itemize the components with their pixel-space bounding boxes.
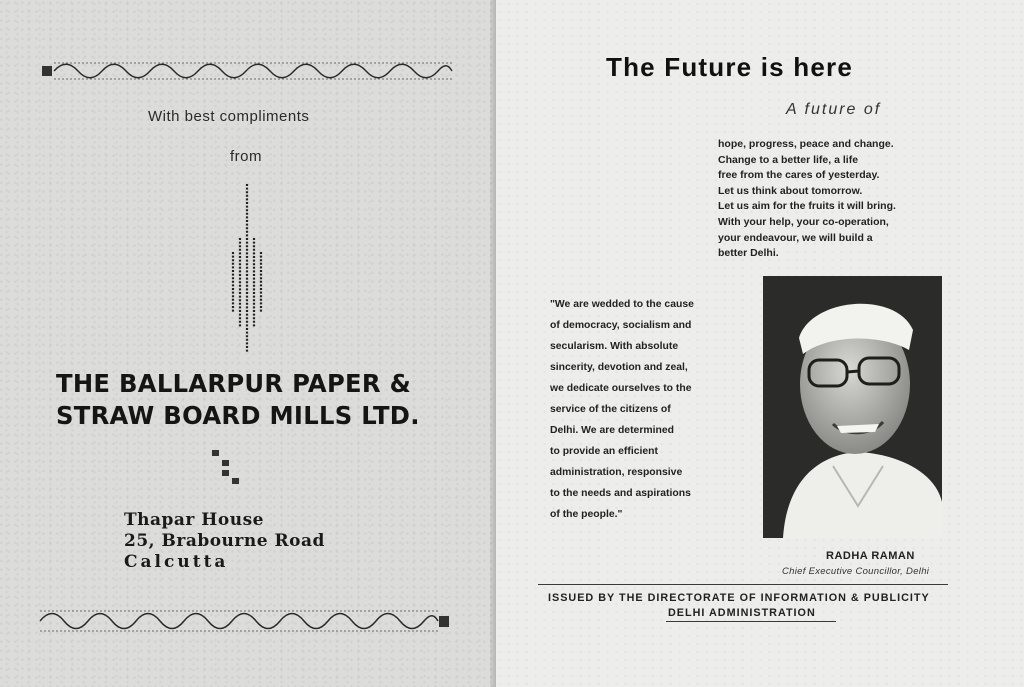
address-line-2: 25, Brabourne Road (124, 531, 325, 551)
left-page (0, 0, 496, 687)
future-paragraph-line: better Delhi. (718, 247, 779, 260)
quote-block (550, 294, 740, 525)
from-text: from (230, 148, 262, 165)
future-subheading: A future of (786, 101, 882, 118)
portrait-photo-icon (763, 276, 942, 538)
right-page (496, 0, 1024, 687)
person-title: Chief Executive Councillor, Delhi (782, 566, 930, 577)
company-address (124, 510, 404, 573)
quote-line: to the needs and aspirations (550, 488, 691, 499)
future-paragraph (718, 137, 948, 262)
company-name (56, 368, 444, 432)
company-name-line-2: STRAW BOARD MILLS LTD. (56, 401, 420, 430)
quote-line: service of the citizens of (550, 404, 671, 415)
future-paragraph-line: Change to a better life, a life (718, 153, 859, 166)
person-name: RADHA RAMAN (826, 550, 915, 562)
quote-line: to provide an efficient (550, 446, 658, 457)
quote-line: Delhi. We are determined (550, 425, 674, 436)
quote-line: administration, responsive (550, 467, 683, 478)
portrait-photo (763, 276, 942, 538)
address-line-1: Thapar House (124, 510, 264, 530)
divider-rule (538, 584, 948, 585)
quote-line: we dedicate ourselves to the (550, 383, 692, 394)
issued-by-line-2: DELHI ADMINISTRATION (668, 607, 816, 619)
compliments-text: With best compliments (148, 108, 310, 125)
future-paragraph-line: free from the cares of yesterday. (718, 169, 880, 182)
future-paragraph-line: Let us aim for the fruits it will bring. (718, 200, 896, 213)
quote-line: of the people." (550, 509, 623, 520)
issued-by-line-1: ISSUED BY THE DIRECTORATE OF INFORMATION & PUBLICITY (548, 592, 930, 604)
quote-line: secularism. With absolute (550, 341, 679, 352)
company-name-line-1: THE BALLARPUR PAPER & (56, 369, 412, 398)
quote-line: of democracy, socialism and (550, 320, 692, 331)
future-paragraph-line: Let us think about tomorrow. (718, 184, 863, 197)
address-line-3: Calcutta (124, 552, 229, 572)
divider-rule-short (666, 621, 836, 622)
future-paragraph-line: hope, progress, peace and change. (718, 138, 894, 150)
checker-ornament-icon (208, 448, 248, 488)
future-paragraph-line: With your help, your co-operation, (718, 215, 889, 228)
quote-line: "We are wedded to the cause (550, 299, 694, 310)
quote-line: sincerity, devotion and zeal, (550, 362, 688, 373)
top-ornamental-border (42, 60, 454, 82)
vertical-ornament-icon (225, 180, 269, 360)
bottom-ornamental-border (38, 608, 450, 634)
future-paragraph-line: your endeavour, we will build a (718, 231, 873, 244)
headline: The Future is here (606, 52, 853, 82)
